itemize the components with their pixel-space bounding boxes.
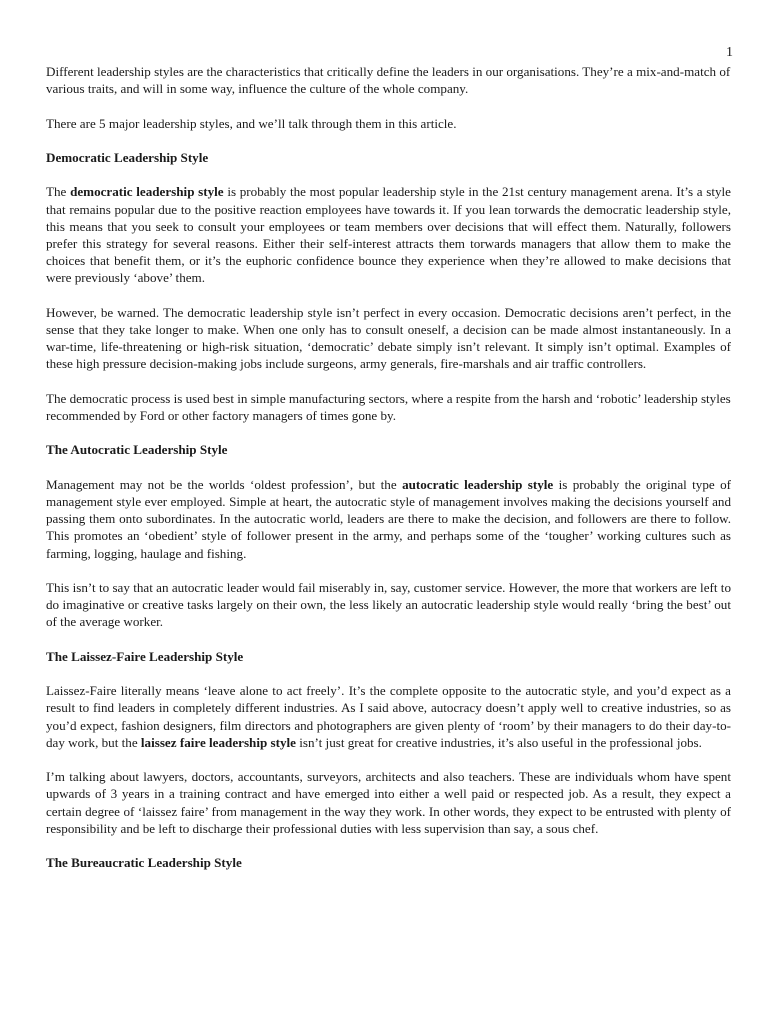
laissez-faire-paragraph-1 [46, 682, 731, 751]
democratic-heading: Democratic Leadership Style [46, 149, 209, 165]
intro-paragraph-1: Different leadership styles are the characteristics that critically define the leaders in our organisations. They’re a mix-and-match of various traits, and will in some way, influence the culture of the whole company. [46, 64, 731, 97]
document-body [46, 63, 731, 889]
democratic-p1-post: is probably the most popular leadership style in the 21st century management arena. It’s a style that remains popular due to the positive reaction employees have towards it. If you lean torwards the democratic leadership style, this means that you seek to consult your employees or team members over decisions that will effect them. Naturally, followers prefer this strategy for several reasons. Either their self-interest attracts them torwards managers that allow them to make the choices that benefit them, or it’s the euphoric confidence bounce they experience when they’re allowed to make decisions that were previously ‘above’ them. [46, 184, 731, 286]
autocratic-p1-pre: Management may not be the worlds ‘oldest profession’, but the [46, 476, 403, 492]
intro-paragraph-2: There are 5 major leadership styles, and we’ll talk through them in this article. [46, 115, 457, 131]
autocratic-p1-bold: autocratic leadership style [402, 476, 554, 492]
democratic-p1-pre: The [46, 184, 71, 200]
laissez-faire-p1-pre: Laissez-Faire literally means ‘leave alone to act freely’. It’s the complete opposite to the autocratic style, and you’d expect as a result to find leaders in completely different industries. As I said above, autocracy doesn’t apply well to creative industries, so as you’d expect, fashion designers, film directors and photographers are given plenty of ‘room’ by their managers to do their day-to-day work, but the [46, 683, 731, 750]
bureaucratic-heading: The Bureaucratic Leadership Style [46, 855, 242, 871]
democratic-paragraph-1 [46, 183, 731, 286]
laissez-faire-p1-bold: laissez faire leadership style [140, 734, 296, 750]
laissez-faire-p1-post: isn’t just great for creative industries, it’s also useful in the professional jobs. [295, 734, 702, 750]
laissez-faire-heading: The Laissez-Faire Leadership Style [46, 648, 244, 664]
autocratic-p1-post: is probably the original type of management style ever employed. Simple at heart, the autocratic style of management involves making the decisions yourself and passing them onto subordinates. In the autocratic world, leaders are there to make the decision, and followers are there to follow. This promotes an ‘obedient’ style of follower present in the army, and perhaps some of the ‘tougher’ working cultures such as farming, logging, haulage and fishing. [46, 476, 731, 561]
autocratic-paragraph-2: This isn’t to say that an autocratic leader would fail miserably in, say, customer service. However, the more that workers are left to do imaginative or creative tasks largely on their own, the less likely an autocratic leadership style would really ‘bring the best’ out of the average worker. [46, 579, 731, 630]
autocratic-heading: The Autocratic Leadership Style [46, 442, 228, 458]
democratic-paragraph-2: However, be warned. The democratic leadership style isn’t perfect in every occasion. Democratic decisions aren’t perfect, in the sense that they take longer to make. When one only has to consult oneself, a decision can be made almost instantaneously. In a war-time, life-threatening or high-risk situation, ‘democratic’ debate simply isn’t relevant. It simply isn’t optimal. Examples of these high pressure decision-making jobs include surgeons, army generals, fire-marshals and air traffic controllers. [46, 304, 731, 372]
page-number: 1 [726, 45, 733, 60]
autocratic-paragraph-1 [46, 476, 731, 562]
democratic-p1-bold: democratic leadership style [70, 184, 224, 200]
democratic-paragraph-3: The democratic process is used best in simple manufacturing sectors, where a respite from the harsh and ‘robotic’ leadership styles recommended by Ford or other factory managers of times gone by. [46, 390, 731, 423]
laissez-faire-paragraph-2: I’m talking about lawyers, doctors, accountants, surveyors, architects and also teachers. These are individuals whom have spent upwards of 3 years in a training contract and have emerged into either a well paid or respected job. As a result, they expect a certain degree of ‘laissez faire’ from management in the way they work. In other words, they expect to be entrusted with plenty of responsibility and be left to discharge their professional duties with less supervision than say, a sous chef. [46, 769, 731, 836]
